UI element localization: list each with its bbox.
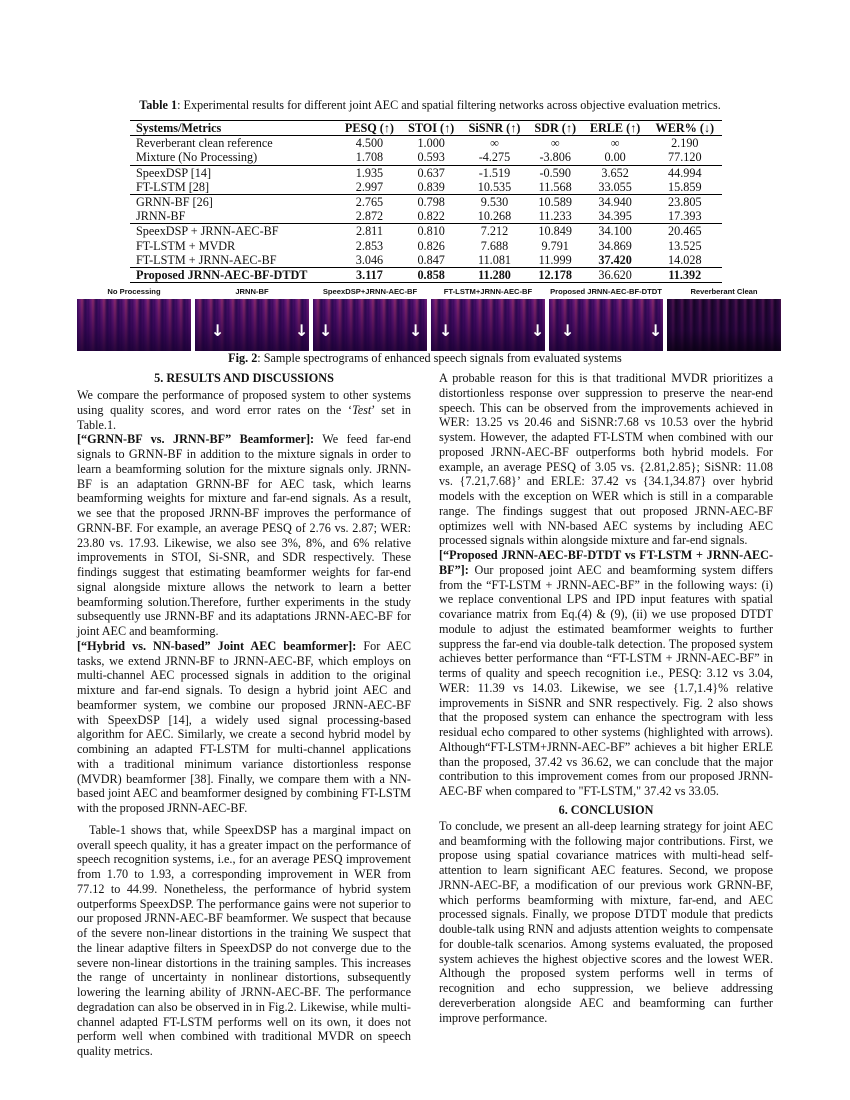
figure-caption xyxy=(100,351,750,366)
paragraph xyxy=(439,548,773,799)
table-row xyxy=(130,150,722,165)
spectrogram-panel xyxy=(195,287,309,351)
table-cell: 2.765 xyxy=(338,195,401,210)
section-title-conclusion: 6. CONCLUSION xyxy=(558,802,654,817)
table-cell: 0.593 xyxy=(417,150,445,165)
spectrogram-image xyxy=(195,299,309,351)
header-wer: WER% (↓) xyxy=(648,121,722,136)
spectrogram-label: JRNN-BF xyxy=(235,287,269,296)
table-cell: 11.568 xyxy=(538,179,572,194)
paragraph-text: We feed far-end signals to GRNN-BF in addition to the mixture signals in order to learn a beamforming solution for the mixture signals only. JRNN-BF is an adaptation GRNN-BF for AEC task, which learns beamforming weights for mixture and far-end signals. As a result, we see that the proposed JRNN-BF improves the performance of GRNN-BF. For example, an average PESQ of 2.76 vs. 2.87; WER: 23.80 vs. 17.93. Likewise, we also see 3%, 8%, and 6% relative improvements in STOI, Si-SNR, and SDR respectively. These findings suggest that estimating beamformer weights for far-end signal alongside mixture allows the network to learn a better beamforming solution.Therefore, further experiments in the study subsequently use JRNN-BF and its adaptations JRNN-AEC-BF for joint AEC and beamforming. xyxy=(77,432,411,638)
spectrogram-image xyxy=(431,299,545,351)
section-title-results: 5. RESULTS AND DISCUSSIONS xyxy=(154,371,334,385)
header-sisnr: SiSNR (↑) xyxy=(461,121,528,136)
table-cell: 33.055 xyxy=(598,179,632,194)
table-cell: SpeexDSP [14] xyxy=(130,165,338,180)
header-erle: ERLE (↑) xyxy=(583,121,648,136)
table-cell: 11.233 xyxy=(538,209,572,224)
spectrogram-image xyxy=(549,299,663,351)
paragraph-text: ’ set in Table.1. xyxy=(77,402,411,432)
table-caption xyxy=(120,98,740,113)
table-row xyxy=(130,268,722,283)
header-sdr: SDR (↑) xyxy=(528,121,583,136)
table-cell: ∞ xyxy=(550,136,560,151)
table-cell: 4.500 xyxy=(355,136,384,151)
table-cell: 1.708 xyxy=(355,150,384,165)
spectrogram-label: FT-LSTM+JRNN-AEC-BF xyxy=(443,287,533,296)
table-cell: 0.839 xyxy=(417,179,445,194)
table-cell: 14.028 xyxy=(668,252,702,267)
table-cell: 2.811 xyxy=(338,224,401,239)
table-cell: -0.590 xyxy=(528,165,583,180)
spectrogram-label: Reverberant Clean xyxy=(690,287,758,296)
table-cell: 11.392 xyxy=(648,268,722,283)
paragraph-emphasis: Test xyxy=(352,402,372,417)
table-row xyxy=(130,165,722,180)
paragraph-heading: [“GRNN-BF vs. JRNN-BF” Beamformer]: xyxy=(77,432,315,447)
table-cell: ∞ xyxy=(490,136,499,151)
table-cell: 3.117 xyxy=(338,268,401,283)
table-cell: 10.535 xyxy=(477,179,512,194)
table-cell: 34.869 xyxy=(598,238,632,253)
spectrogram-panel xyxy=(313,287,427,351)
table-cell: 7.688 xyxy=(480,238,509,253)
table-cell: Proposed JRNN-AEC-BF-DTDT xyxy=(130,268,338,283)
table-caption-text: : Experimental results for different joint AEC and spatial filtering networks across objective evaluation metrics. xyxy=(177,98,721,112)
spectrogram-label: SpeexDSP+JRNN-AEC-BF xyxy=(322,287,418,296)
table-cell: FT-LSTM + MVDR xyxy=(136,238,236,253)
paragraph-text: We compare the performance of proposed system to other systems using quality scores, and word error rates on the ‘ xyxy=(77,388,411,417)
table-cell: 1.935 xyxy=(338,165,401,180)
table-cell: 9.791 xyxy=(541,238,569,253)
spectrogram-label: Proposed JRNN-AEC-BF-DTDT xyxy=(550,287,662,296)
table-cell: 10.589 xyxy=(528,195,583,210)
table-row xyxy=(130,136,722,151)
paragraph xyxy=(77,388,411,432)
table-cell: 0.637 xyxy=(401,165,461,180)
table-cell: 0.826 xyxy=(417,238,445,253)
table-cell: Mixture (No Processing) xyxy=(136,150,258,165)
header-systems: Systems/Metrics xyxy=(130,121,338,136)
table-cell: 2.872 xyxy=(355,209,384,224)
table-cell: 7.212 xyxy=(461,224,528,239)
table-cell: 10.268 xyxy=(477,209,512,224)
header-pesq: PESQ (↑) xyxy=(338,121,401,136)
spectrogram-panel xyxy=(77,287,191,351)
down-arrow-icon: ↓ xyxy=(295,321,309,340)
table-cell: 10.849 xyxy=(528,224,583,239)
table-cell: SpeexDSP + JRNN-AEC-BF xyxy=(130,224,338,239)
down-arrow-icon: ↓ xyxy=(439,321,453,340)
table-cell: -1.519 xyxy=(461,165,528,180)
right-column xyxy=(439,371,773,1025)
table-cell: 3.652 xyxy=(583,165,648,180)
down-arrow-icon: ↓ xyxy=(649,321,663,340)
table-cell: GRNN-BF [26] xyxy=(130,195,338,210)
paragraph xyxy=(77,432,411,639)
results-table xyxy=(130,120,722,283)
table-cell: 0.858 xyxy=(401,268,461,283)
down-arrow-icon: ↓ xyxy=(561,321,575,340)
table-cell: Reverberant clean reference xyxy=(136,136,273,151)
paragraph: Table-1 shows that, while SpeexDSP has a marginal impact on overall speech quality, it has a greater impact on the performance of speech recognition systems, i.e., for an average PESQ improvement from 1.70 to 1.93, a corresponding improvement in WER from 77.12 to 44.99. Nonetheless, the performance of hybrid system outperforms SpeexDSP. The performance gains were not superior to our proposed JRNN-AEC-BF beamformer. We suspect that because of the severe non-linear distortions in the training We suspect that the linear adaptive filters in SpeexDSP do not converge due to the severe non-linear distortions in the training samples. This increases the range of uncertainty in nonlinear distortions, subsequently lowering the learning ability of JRNN-AEC-BF. The performance degradation can also be observed in in Fig.2. Likewise, while multi-channel adapted FT-LSTM performs well on its own, it does not perform well when combined with traditional MVDR on speech quality metrics. xyxy=(77,822,411,1058)
table-row xyxy=(130,209,722,224)
spectrogram-figure xyxy=(77,287,781,353)
table-cell: 3.046 xyxy=(355,252,384,267)
table-cell: 77.120 xyxy=(668,150,702,165)
table-cell: 13.525 xyxy=(668,238,702,253)
down-arrow-icon: ↓ xyxy=(531,321,545,340)
table-cell: 36.620 xyxy=(583,268,648,283)
table-cell: 11.081 xyxy=(477,252,512,267)
table-cell: 11.999 xyxy=(538,252,572,267)
table-row xyxy=(130,224,722,239)
table-row xyxy=(130,239,722,253)
spectrogram-panel xyxy=(549,287,663,351)
table-cell: 44.994 xyxy=(648,165,722,180)
table-row xyxy=(130,180,722,195)
table-cell: ∞ xyxy=(610,136,620,151)
table-cell: 37.420 xyxy=(598,252,632,267)
spectrogram-image xyxy=(77,299,191,351)
table-cell: 0.00 xyxy=(604,150,626,165)
table-cell: 2.190 xyxy=(671,136,699,151)
down-arrow-icon: ↓ xyxy=(319,321,333,340)
table-cell: 0.798 xyxy=(401,195,461,210)
paragraph xyxy=(77,639,411,816)
table-cell: 0.810 xyxy=(401,224,461,239)
spectrogram-image xyxy=(667,299,781,351)
paragraph-heading: [“Hybrid vs. NN-based” Joint AEC beamformer]: xyxy=(77,638,357,653)
paragraph: To conclude, we present an all-deep learning strategy for joint AEC and beamforming with the following major contributions. First, we propose using spatial covariance matrices with multi-head self-attention to learn significant AEC features. Second, we propose JRNN-AEC-BF, a modification of our previous work GRNN-BF, which performs beamforming with mixture, far-end, and AEC processed signals. Finally, we propose DTDT module that predicts double-talk using RNN and adjusts attention weights to compensate for double-talk scenarios. Among systems evaluated, the proposed system achieves the highest objective scores and the lowest WER. Although the proposed system performs well in terms of recognition and echo suppression, we believe addressing dereverberation alongside AEC and beamforming can further improve performance. xyxy=(439,818,773,1025)
table-cell: -4.275 xyxy=(478,150,511,165)
header-stoi: STOI (↑) xyxy=(401,121,461,136)
table-cell: 34.100 xyxy=(583,224,648,239)
table-cell: 12.178 xyxy=(528,268,583,283)
table-cell: FT-LSTM [28] xyxy=(136,179,210,194)
table-cell: 1.000 xyxy=(417,136,445,151)
spectrogram-panel xyxy=(431,287,545,351)
table-row xyxy=(130,253,722,268)
down-arrow-icon: ↓ xyxy=(409,321,423,340)
paragraph-text: Our proposed joint AEC and beamforming system differs from the “FT-LSTM + JRNN-AEC-BF” in the following ways: (i) we replace conventional LPS and IPD input features with spatial covariance matrix from Eq.(4) & (9), (ii) we use proposed DTDT module to adjust the estimated beamformer weights to further suppress the far-end via double-talk detection. The proposed system achieves better performance than “FT-LSTM + JRNN-AEC-BF” in terms of quality and speech recognition i.e., PESQ: 3.12 vs 3.04, WER: 11.39 vs 14.03. Likewise, we see {1.7,1.4}% relative improvements in SiSNR and SNR respectively. Fig. 2 also shows that the proposed system can enhance the spectrogram with less residual echo compared to other systems (highlighted with arrows). Although“FT-LSTM+JRNN-AEC-BF” achieves a bit higher ERLE than the proposed, 37.42 vs 36.62, we can conclude that the major contribution to this improvement comes from our proposed JRNN-AEC-BF when compared to "FT-LSTM," 37.42 vs 33.05. xyxy=(439,562,773,798)
table-cell: 34.395 xyxy=(598,209,632,224)
table-cell: 2.997 xyxy=(355,179,384,194)
table-cell: -3.806 xyxy=(539,150,571,165)
spectrogram-panel xyxy=(667,287,781,351)
spectrogram-image xyxy=(313,299,427,351)
table-cell: JRNN-BF xyxy=(136,209,186,224)
table-cell: 0.822 xyxy=(417,209,445,224)
down-arrow-icon: ↓ xyxy=(211,321,225,340)
spectrogram-label: No Processing xyxy=(107,287,161,296)
figure-caption-label: Fig. 2 xyxy=(228,351,258,365)
paragraph: A probable reason for this is that traditional MVDR prioritizes a distortionless response over suppression to preserve the near-end speech. This can be observed from the improvements achieved in WER: 13.25 vs 20.46 and SiSNR:7.68 vs 10.53 over the hybrid system. However, the adapted FT-LSTM when combined with our proposed JRNN-AEC-BF outperforms both hybrid models. For example, an average PESQ of 3.05 vs. {2.81,2.85}; SiSNR: 11.08 vs. {7.21,7.68}’ and ERLE: 37.42 vs {34.1,34.87} over hybrid models with the exception on WER which is still in a comparable range. The findings suggest that out proposed JRNN-AEC-BF optimizes well with NN-based AEC systems by including AEC processed signals within alongside mixture and far-end signals. xyxy=(439,371,773,548)
table-cell: 11.280 xyxy=(461,268,528,283)
table-cell: 2.853 xyxy=(355,238,384,253)
figure-caption-text: : Sample spectrograms of enhanced speech signals from evaluated systems xyxy=(257,351,622,365)
table-cell: 15.859 xyxy=(668,179,702,194)
table-cell: 9.530 xyxy=(461,195,528,210)
table-cell: 23.805 xyxy=(648,195,722,210)
paragraph-heading: [“Proposed JRNN-AEC-BF-DTDT vs FT-LSTM + JRNN-AEC-BF”]: xyxy=(439,548,773,577)
table-cell: 20.465 xyxy=(648,224,722,239)
table-cell: 0.847 xyxy=(417,252,445,267)
paragraph-text: For AEC tasks, we extend JRNN-BF to JRNN-AEC-BF, which employs on multi-channel AEC processed signals in addition to the original mixture and far-end signals. To design a hybrid joint AEC and beamformer system, we combine our proposed JRNN-AEC-BF with SpeexDSP [14], a widely used signal processing-based algorithm for AEC. Similarly, we create a second hybrid model by combining an adapted FT-LSTM for multi-channel applications with a traditional minimum variance distortionless response (MVDR) beamformer [38]. Finally, we compare them with a NN-based joint AEC and beamformer designed by combining FT-LSTM with the proposed JRNN-AEC-BF. xyxy=(77,638,411,815)
left-column xyxy=(77,371,411,1059)
table-header-row xyxy=(130,121,722,136)
table-cell: 17.393 xyxy=(668,209,702,224)
table-cell: FT-LSTM + JRNN-AEC-BF xyxy=(136,252,277,267)
table-caption-label: Table 1 xyxy=(139,98,178,112)
table-cell: 34.940 xyxy=(583,195,648,210)
table-row xyxy=(130,195,722,210)
